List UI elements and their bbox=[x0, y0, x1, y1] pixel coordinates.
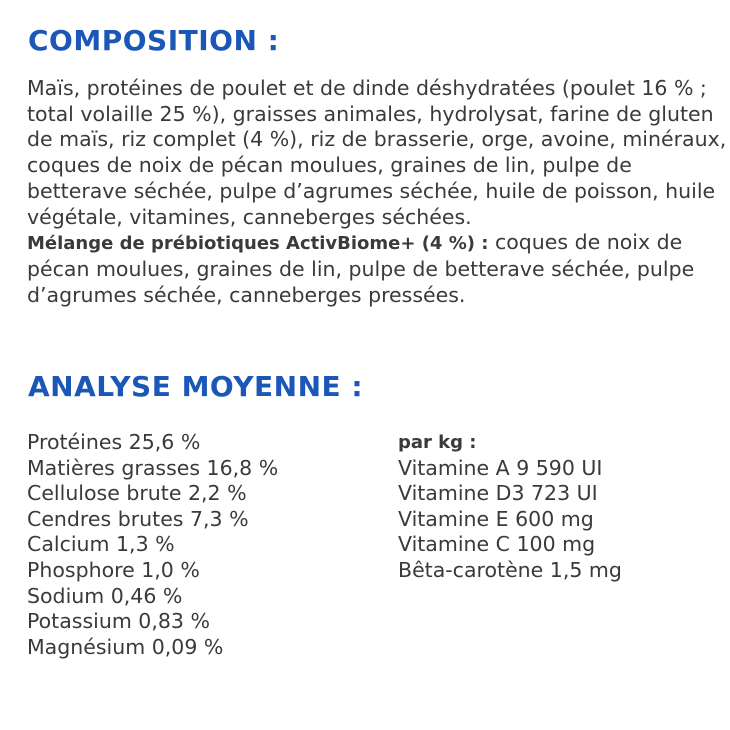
nutrient-item-proteines: Protéines 25,6 % bbox=[27, 430, 201, 454]
vitamin-item-c: Vitamine C 100 mg bbox=[398, 532, 596, 557]
composition-heading: COMPOSITION : bbox=[28, 24, 280, 57]
per-kg-label: par kg : bbox=[398, 432, 477, 453]
vitamin-list bbox=[398, 430, 718, 584]
nutrient-item-magnesium: Magnésium 0,09 % bbox=[27, 634, 224, 659]
nutrient-item-sodium: Sodium 0,46 % bbox=[27, 583, 183, 608]
vitamin-item-d3: Vitamine D3 723 UI bbox=[398, 481, 598, 506]
nutrient-item-matieres-grasses: Matières grasses 16,8 % bbox=[27, 455, 279, 480]
nutrient-item-cendres: Cendres brutes 7,3 % bbox=[27, 506, 249, 531]
ingredients-paragraph: Maïs, protéines de poulet et de dinde déshydratées (poulet 16 % ; total volaille 25 %), graisses animales, hydrolysat, farine de gluten de maïs, riz complet (4 %), riz de brasserie, orge, avoine, minéraux, coques de noix de pécan moulues, graines de lin, pulpe de betterave séchée, pulpe d’agrumes séchée, huile de poisson, huile végétale, vitamines, canneberges séchées. bbox=[27, 76, 727, 229]
analysis-heading: ANALYSE MOYENNE : bbox=[28, 370, 364, 403]
prebiotic-title: Mélange de prébiotiques ActivBiome+ (4 %) : bbox=[27, 233, 489, 255]
vitamin-item-a: Vitamine A 9 590 UI bbox=[398, 455, 603, 480]
vitamin-item-beta-carotene: Bêta-carotène 1,5 mg bbox=[398, 557, 622, 582]
prebiotic-paragraph bbox=[27, 230, 727, 308]
vitamin-item-e: Vitamine E 600 mg bbox=[398, 506, 594, 531]
prebiotic-text: coques de noix de pécan moulues, graines de lin, pulpe de betterave séchée, pulpe d’agrumes séchée, canneberges pressées. bbox=[27, 230, 695, 307]
nutrient-item-cellulose: Cellulose brute 2,2 % bbox=[27, 481, 247, 506]
nutrient-list bbox=[27, 430, 367, 660]
composition-text bbox=[27, 76, 727, 308]
nutrient-item-potassium: Potassium 0,83 % bbox=[27, 609, 210, 634]
nutrient-item-phosphore: Phosphore 1,0 % bbox=[27, 557, 200, 582]
nutrient-item-calcium: Calcium 1,3 % bbox=[27, 532, 175, 557]
